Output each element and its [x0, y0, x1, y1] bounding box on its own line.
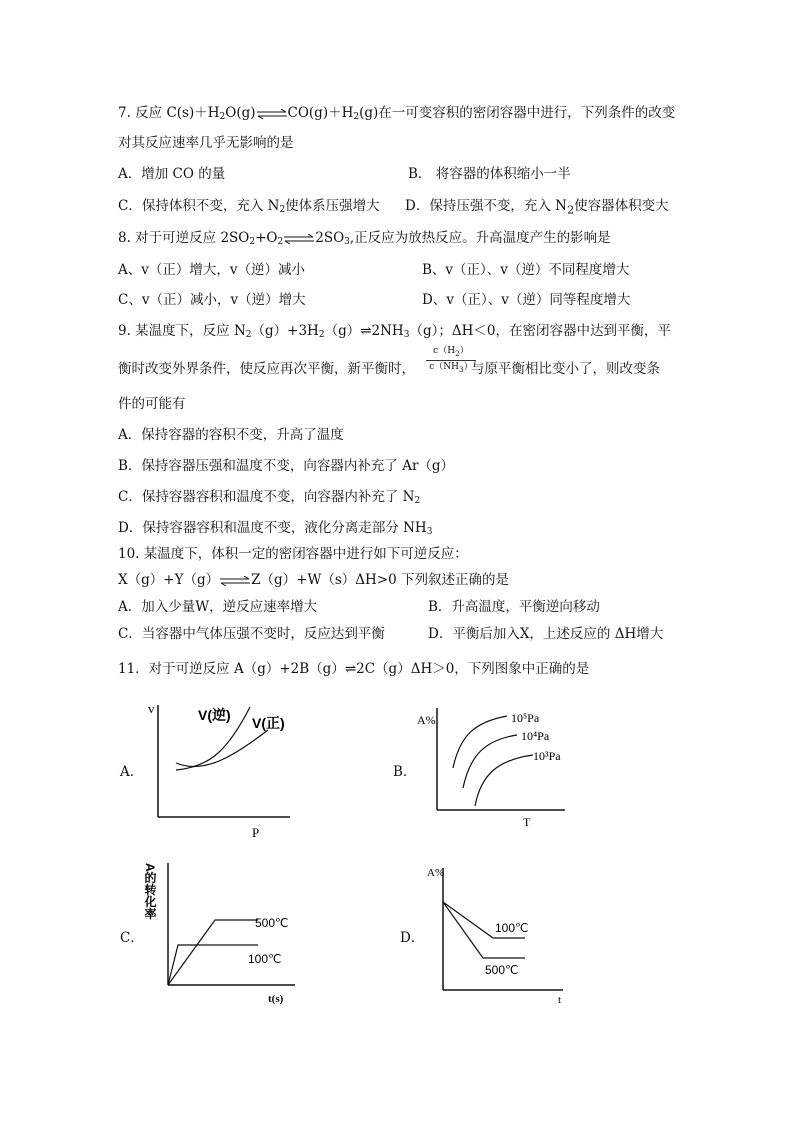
graph-a-curve-reverse-label: V(逆) [198, 707, 231, 723]
q11-label-a: A． [120, 764, 144, 780]
q7-option-b: B． 将容器的体积缩小一半 [408, 166, 571, 182]
graph-c-line-100 [168, 945, 258, 985]
q9-option-a: A．保持容器的容积不变，升高了温度 [118, 427, 344, 443]
q9-option-c: C．保持容器容积和温度不变，向容器内补充了 $N_2$ [118, 489, 421, 506]
graph-a [140, 695, 300, 845]
q11-label-b: B． [393, 764, 417, 780]
q8-option-c: C、v（正）减小，v（逆）增大 [118, 292, 306, 308]
q10-stem: 10. 某温度下，体积一定的密闭容器中进行如下可逆反应： [118, 546, 468, 562]
q8-stem: 8. 对于可逆反应 $2SO_2+O_2$ $2SO_3$,正反应为放热反应。升高温度产生的影响是 [118, 230, 611, 247]
graph-c-line-500 [168, 920, 258, 985]
q9-stem-line3: 件的可能有 [118, 396, 186, 412]
graph-c-label-500: 500℃ [255, 916, 289, 930]
q10-equation: X（g）+Y（g） Z（g）+W（s）ΔH>0 下列叙述正确的是 [118, 572, 509, 588]
q7-option-a: A．增加 CO 的量 [118, 166, 226, 182]
graph-b-ylabel: A% [417, 713, 436, 727]
graph-b-curve-1e5 [453, 716, 507, 768]
q11-label-d: D． [400, 930, 425, 946]
graph-d-xlabel: t [558, 994, 562, 1005]
graph-c-label-100: 100℃ [248, 952, 282, 966]
q9-fraction: $c(H_2)$ $c(NH_3)$ [426, 346, 476, 375]
q8-option-b: B、v（正）、v（逆）不同程度增大 [422, 262, 630, 278]
graph-b-label-1e5: 10⁵Pa [511, 711, 540, 725]
q8-option-a: A、v（正）增大，v（逆）减小 [118, 262, 306, 278]
graph-a-xlabel: P [252, 825, 260, 840]
q11-stem: 11．对于可逆反应 A（g）+2B（g）⇌2C（g）ΔH＞0，下列图象中正确的是 [118, 661, 590, 677]
graph-b-label-1e3: 10³Pa [533, 749, 561, 763]
graph-d [425, 860, 570, 1005]
reversible-arrow-icon [219, 576, 251, 586]
graph-b-xlabel: T [523, 815, 531, 829]
q7-option-c: C．保持体积不变，充入 $N_2$使体系压强增大 [118, 198, 380, 215]
graph-a-curve-forward [176, 730, 268, 767]
graph-b [415, 700, 575, 830]
q7-stem-line2: 对其反应速率几乎无影响的是 [118, 135, 294, 151]
graph-a-curve-forward-label: V(正) [252, 715, 285, 731]
q10-option-d: D．平衡后加入X，上述反应的 ΔH增大 [428, 626, 664, 642]
q10-option-b: B．升高温度，平衡逆向移动 [428, 599, 600, 615]
graph-b-curve-1e3 [475, 755, 533, 806]
q9-option-b: B．保持容器压强和温度不变，向容器内补充了 Ar（g） [118, 458, 455, 474]
graph-d-label-500: 500℃ [485, 963, 519, 977]
graph-c-ylabel: A的转化率 [143, 863, 157, 920]
graph-c-xlabel: t(s) [268, 993, 284, 1005]
q9-option-d: D．保持容器容积和温度不变，液化分离走部分 $NH_3$ [118, 520, 433, 537]
q10-option-c: C．当容器中气体压强不变时，反应达到平衡 [118, 626, 385, 642]
reversible-arrow-icon [256, 109, 288, 119]
graph-d-label-100: 100℃ [495, 921, 529, 935]
graph-c [140, 855, 300, 1005]
q7-stem: 7. 反应 $C(s)+H_2O(g)$ $CO(g)+H_2(g)$在一可变容积的密闭容器中进行，下列条件的改变 [118, 105, 676, 122]
q10-option-a: A．加入少量W，逆反应速率增大 [118, 599, 318, 615]
reversible-arrow-icon [283, 234, 315, 244]
graph-b-label-1e4: 10⁴Pa [521, 729, 550, 743]
graph-d-ylabel: A% [427, 867, 445, 879]
q7-option-d: D．保持压强不变，充入 $N_2$使容器体积变大 [405, 198, 669, 217]
q8-option-d: D、v（正）、v（逆）同等程度增大 [422, 292, 631, 308]
q11-label-c: C． [120, 930, 144, 946]
graph-a-ylabel: v [148, 701, 155, 716]
q9-stem-line2: 衡时改变外界条件，使反应再次平衡，新平衡时， 与原平衡相比变小了，则改变条 [118, 361, 660, 377]
q9-stem: 9. 某温度下，反应 $N_2(g)+3H_2(g)\rightleftharpoons 2NH_3(g)$；ΔH＜0，在密闭容器中达到平衡，平 [118, 323, 671, 340]
